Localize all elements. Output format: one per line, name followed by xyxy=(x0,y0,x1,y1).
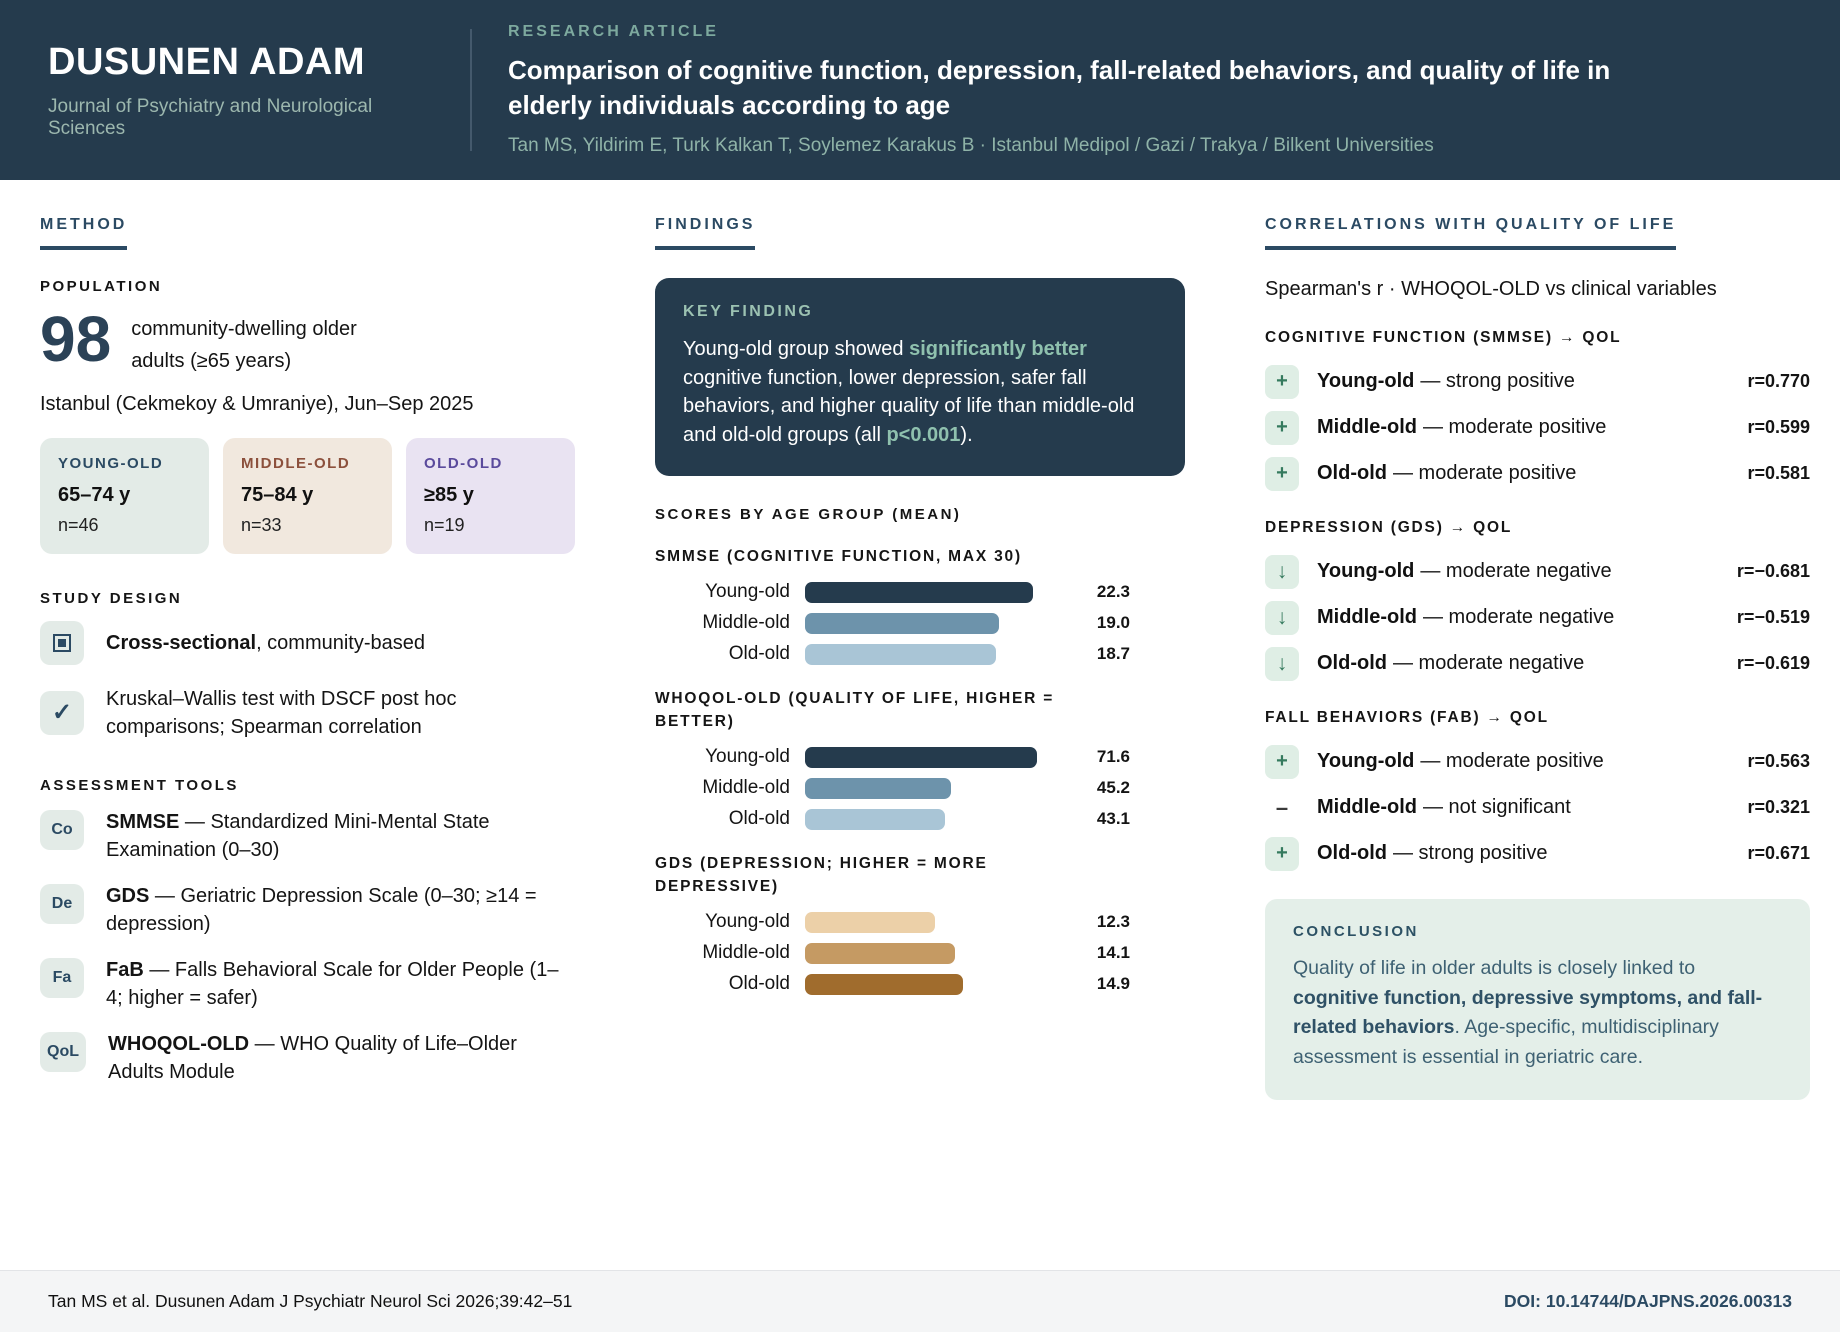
key-finding-text: Young-old group showed significantly better cognitive function, lower depression, safer fall behaviors, and higher quality of life than middle-old and old-old groups (all p<0.001). xyxy=(683,338,1135,446)
card-age-range: ≥85 y xyxy=(424,484,474,506)
r-value: r=0.671 xyxy=(1747,843,1810,863)
corr-row: ↓ Young-old — moderate negative r=−0.681 xyxy=(1265,554,1810,589)
bar-old-old xyxy=(805,644,996,665)
conclusion-text: Quality of life in older adults is closely linked to cognitive function, depressive symptoms, and fall-related behaviors. Age-specific, multidisciplinary assessment is essential in geriatric care. xyxy=(1293,957,1763,1068)
plus-icon: + xyxy=(1265,745,1299,779)
down-arrow-icon: ↓ xyxy=(1265,647,1299,681)
category-label: Young-old xyxy=(705,581,790,602)
correlations-subtitle: Spearman's r · WHOQOL-OLD vs clinical variables xyxy=(1265,278,1717,300)
card-age-range: 75–84 y xyxy=(241,484,314,506)
journal-subtitle: Journal of Psychiatry and Neurological Sciences xyxy=(48,95,373,139)
chart-title: WHOQOL-OLD (QUALITY OF LIFE, HIGHER = BETTER) xyxy=(655,690,1055,730)
method-column xyxy=(40,216,575,1270)
plus-icon: + xyxy=(1265,365,1299,399)
chart-row xyxy=(655,612,1185,634)
study-design-label: STUDY DESIGN xyxy=(40,590,183,607)
bar-value: 43.1 xyxy=(1096,809,1130,828)
design-item-text: Kruskal–Wallis test with DSCF post hoc comparisons; Spearman correlation xyxy=(106,688,457,738)
population-location: Istanbul (Cekmekoy & Umraniye), Jun–Sep 2025 xyxy=(40,393,474,415)
bar-value: 22.3 xyxy=(1096,582,1130,601)
age-group-cards xyxy=(40,438,575,554)
r-value: r=−0.519 xyxy=(1736,607,1810,627)
conclusion-label: CONCLUSION xyxy=(1293,923,1419,940)
population-description: community-dwelling older adults (≥65 years) xyxy=(131,318,357,372)
bar-value: 19.0 xyxy=(1096,613,1130,632)
bar-value: 14.1 xyxy=(1096,943,1130,962)
journal-brand xyxy=(48,29,472,151)
category-label: Middle-old xyxy=(702,612,790,633)
bar-middle-old xyxy=(805,778,951,799)
conclusion-box xyxy=(1265,899,1810,1100)
tool-smmse xyxy=(40,808,575,864)
chart-row xyxy=(655,942,1185,964)
bar-old-old xyxy=(805,974,963,995)
bar-young-old xyxy=(805,747,1037,768)
correlations-section-label: CORRELATIONS WITH QUALITY OF LIFE xyxy=(1265,216,1676,250)
chart-row xyxy=(655,973,1185,995)
card-sample-size: n=19 xyxy=(424,515,465,535)
corr-row: ↓ Old-old — moderate negative r=−0.619 xyxy=(1265,646,1810,681)
r-value: r=−0.681 xyxy=(1736,561,1810,581)
r-value: r=0.563 xyxy=(1747,751,1810,771)
population-label: POPULATION xyxy=(40,278,163,295)
article-header xyxy=(472,23,1658,157)
chart-smmse xyxy=(655,545,1185,665)
card-label: MIDDLE-OLD xyxy=(241,455,351,472)
r-value: r=0.770 xyxy=(1747,371,1810,391)
minus-icon: – xyxy=(1275,794,1289,820)
tool-gds xyxy=(40,882,575,938)
depression-badge: De xyxy=(40,884,84,924)
study-design-block xyxy=(40,590,575,741)
corr-row: + Old-old — moderate positive r=0.581 xyxy=(1265,456,1810,491)
assessment-tools-block xyxy=(40,777,575,1086)
tool-whoqol xyxy=(40,1030,575,1086)
tool-description: GDS — Geriatric Depression Scale (0–30; ≥14 = depression) xyxy=(106,885,537,935)
chart-row xyxy=(655,581,1185,603)
corr-row: + Old-old — strong positive r=0.671 xyxy=(1265,836,1810,871)
plus-icon: + xyxy=(1265,837,1299,871)
study-type-icon xyxy=(40,621,84,665)
correlations-column xyxy=(1265,216,1810,1270)
bar-old-old xyxy=(805,809,945,830)
card-middle-old xyxy=(223,438,392,554)
corr-row: + Middle-old — moderate positive r=0.599 xyxy=(1265,410,1810,445)
chart-row xyxy=(655,746,1185,768)
findings-section-label: FINDINGS xyxy=(655,216,755,250)
findings-column xyxy=(655,216,1185,1270)
tool-description: FaB — Falls Behavioral Scale for Older People (1–4; higher = safer) xyxy=(106,959,559,1009)
r-value: r=0.599 xyxy=(1747,417,1810,437)
square-in-square-icon xyxy=(53,634,71,652)
category-label: Young-old xyxy=(705,911,790,932)
r-value: r=−0.619 xyxy=(1736,653,1810,673)
down-arrow-icon: ↓ xyxy=(1265,601,1299,635)
card-age-range: 65–74 y xyxy=(58,484,131,506)
tool-description: SMMSE — Standardized Mini-Mental State Examination (0–30) xyxy=(106,811,490,861)
bar-value: 45.2 xyxy=(1096,778,1130,797)
article-type-label: RESEARCH ARTICLE xyxy=(508,23,719,40)
citation: Tan MS et al. Dusunen Adam J Psychiatr Neurol Sci 2026;39:42–51 xyxy=(48,1291,573,1311)
cognition-badge: Co xyxy=(40,810,84,850)
article-authors: Tan MS, Yildirim E, Turk Kalkan T, Soylemez Karakus B · Istanbul Medipol / Gazi / Trakya / Bilkent Universities xyxy=(508,135,1434,156)
category-label: Middle-old xyxy=(702,777,790,798)
category-label: Old-old xyxy=(728,973,790,994)
card-label: OLD-OLD xyxy=(424,455,503,472)
design-item-statistics xyxy=(40,685,575,741)
corr-row: + Young-old — strong positive r=0.770 xyxy=(1265,364,1810,399)
corr-row: – Middle-old — not significant r=0.321 xyxy=(1265,790,1810,825)
assessment-tools-label: ASSESSMENT TOOLS xyxy=(40,777,239,794)
key-finding-label: KEY FINDING xyxy=(683,303,814,320)
chart-row xyxy=(655,777,1185,799)
card-young-old xyxy=(40,438,209,554)
bar-value: 71.6 xyxy=(1096,747,1130,766)
bar-young-old xyxy=(805,912,935,933)
corr-group-falls xyxy=(1265,709,1810,871)
chart-row xyxy=(655,808,1185,830)
chart-title: GDS (DEPRESSION; HIGHER = MORE DEPRESSIVE) xyxy=(655,855,988,895)
main-content xyxy=(0,180,1840,1270)
key-finding-box xyxy=(655,278,1185,476)
plus-icon: + xyxy=(1265,411,1299,445)
bar-value: 14.9 xyxy=(1096,974,1130,993)
method-section-label: METHOD xyxy=(40,216,127,250)
card-label: YOUNG-OLD xyxy=(58,455,164,472)
corr-row: + Young-old — moderate positive r=0.563 xyxy=(1265,744,1810,779)
design-item-cross-sectional xyxy=(40,621,575,665)
bar-young-old xyxy=(805,582,1033,603)
card-sample-size: n=46 xyxy=(58,515,99,535)
population-count: 98 xyxy=(40,303,112,375)
chart-whoqol xyxy=(655,687,1185,830)
tool-description: WHOQOL-OLD — WHO Quality of Life–Older Adults Module xyxy=(108,1033,517,1083)
charts-section-label: SCORES BY AGE GROUP (MEAN) xyxy=(655,506,962,523)
checkmark-icon: ✓ xyxy=(51,699,73,726)
chart-row xyxy=(655,911,1185,933)
corr-row: ↓ Middle-old — moderate negative r=−0.519 xyxy=(1265,600,1810,635)
qol-badge: QoL xyxy=(40,1032,86,1072)
card-sample-size: n=33 xyxy=(241,515,282,535)
category-label: Old-old xyxy=(728,643,790,664)
corr-group-heading: FALL BEHAVIORS (FAB) → QOL xyxy=(1265,709,1549,726)
bar-value: 18.7 xyxy=(1096,644,1130,663)
corr-group-heading: COGNITIVE FUNCTION (SMMSE) → QOL xyxy=(1265,329,1622,346)
category-label: Young-old xyxy=(705,746,790,767)
bar-middle-old xyxy=(805,943,955,964)
chart-gds xyxy=(655,852,1185,995)
article-title: Comparison of cognitive function, depression, fall-related behaviors, and quality of life in elderly individuals according to age xyxy=(508,55,1611,120)
doi-link[interactable]: DOI: 10.14744/DAJPNS.2026.00313 xyxy=(1504,1291,1792,1311)
corr-group-cognitive xyxy=(1265,329,1810,491)
down-arrow-icon: ↓ xyxy=(1265,555,1299,589)
corr-group-depression xyxy=(1265,519,1810,681)
category-label: Old-old xyxy=(728,808,790,829)
masthead xyxy=(0,0,1840,180)
bar-middle-old xyxy=(805,613,999,634)
journal-name: DUSUNEN ADAM xyxy=(48,40,366,83)
corr-group-heading: DEPRESSION (GDS) → QOL xyxy=(1265,519,1513,536)
tool-fab xyxy=(40,956,575,1012)
design-item-text: Cross-sectional, community-based xyxy=(106,632,426,654)
r-value: r=0.321 xyxy=(1747,797,1810,817)
chart-row xyxy=(655,643,1185,665)
population-row xyxy=(40,303,575,377)
plus-icon: + xyxy=(1265,457,1299,491)
chart-title: SMMSE (COGNITIVE FUNCTION, MAX 30) xyxy=(655,548,1022,565)
statistics-icon xyxy=(40,691,84,735)
falls-badge: Fa xyxy=(40,958,84,998)
footer xyxy=(0,1270,1840,1332)
r-value: r=0.581 xyxy=(1747,463,1810,483)
bar-value: 12.3 xyxy=(1096,912,1130,931)
category-label: Middle-old xyxy=(702,942,790,963)
card-old-old xyxy=(406,438,575,554)
